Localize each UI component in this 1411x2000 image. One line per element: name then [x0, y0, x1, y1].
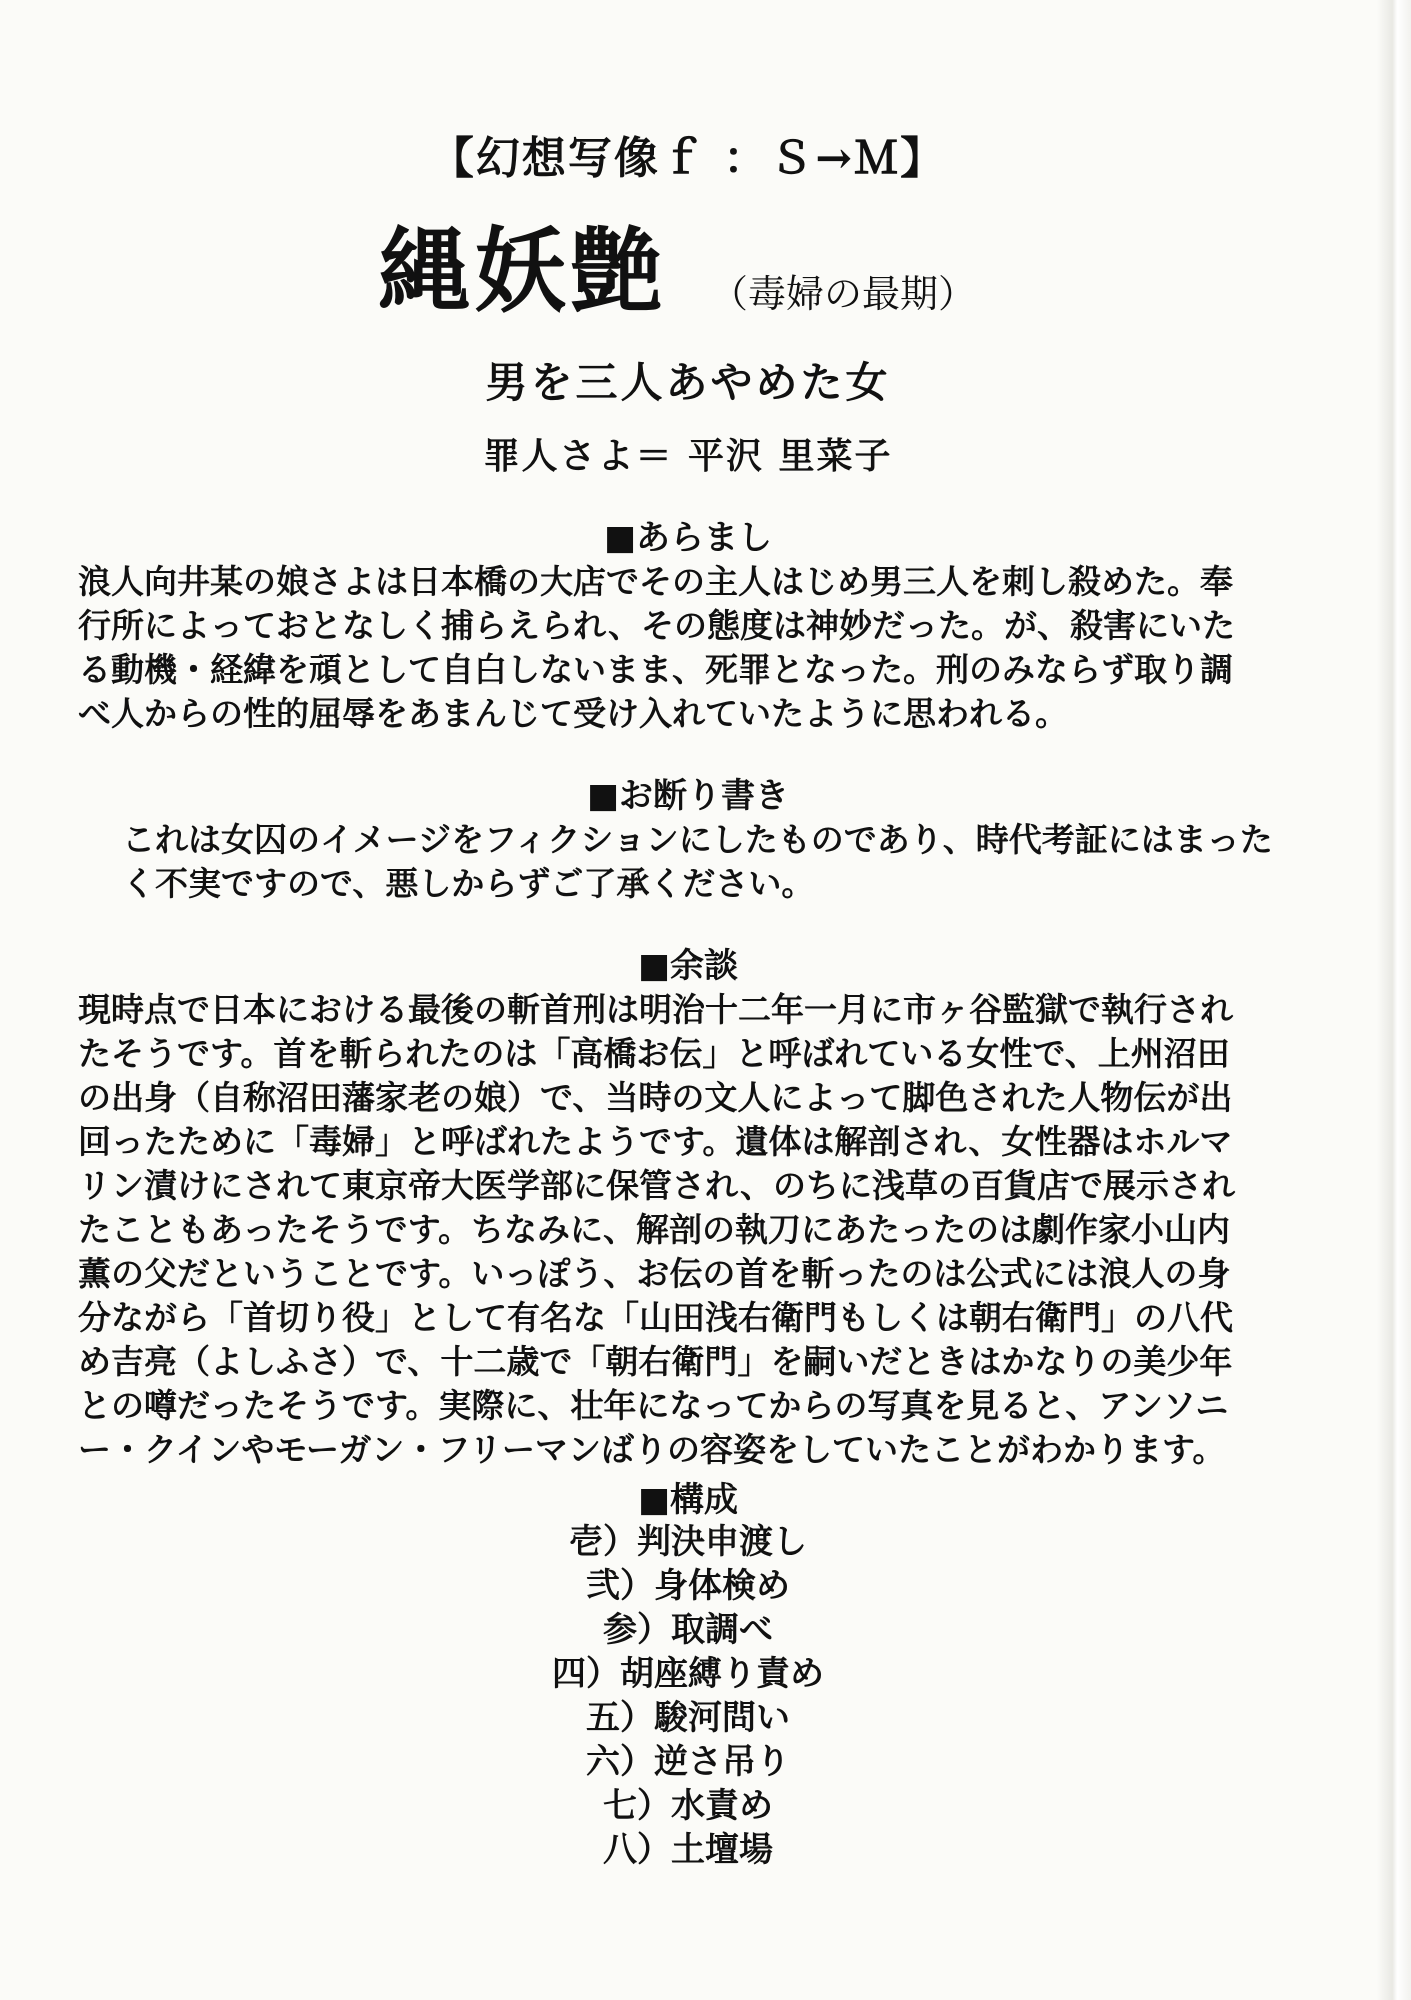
structure-item: 四）胡座縛り責め	[552, 1654, 824, 1694]
synopsis-paragraph	[78, 560, 1278, 736]
structure-item: 七）水責め	[603, 1786, 773, 1826]
disclaimer-paragraph	[122, 818, 1322, 906]
synopsis-line: 行所によっておとなしく捕らえられ、その態度は神妙だった。が、殺害にいた	[78, 606, 1235, 645]
structure-item: 六）逆さ吊り	[586, 1742, 790, 1782]
aside-paragraph	[78, 988, 1278, 1472]
aside-line: との噂だったそうです。実際に、壮年になってからの写真を見ると、アンソニ	[78, 1386, 1229, 1425]
tagline: 男を三人あやめた女	[485, 358, 891, 407]
main-subtitle: （毒婦の最期）	[710, 272, 977, 316]
aside-line: の出身（自称沼田藩家老の娘）で、当時の文人によって脚色された人物伝が出	[78, 1078, 1233, 1117]
main-title: 縄妖艶	[378, 217, 667, 325]
structure-item: 弐）身体検め	[586, 1566, 790, 1606]
synopsis-heading: ■あらまし	[603, 518, 773, 558]
structure-item: 壱）判決申渡し	[569, 1522, 807, 1562]
structure-item: 八）土壇場	[603, 1830, 773, 1870]
series-title: 【幻想写像ｆ ：Ｓ→Ｍ】	[429, 133, 947, 184]
aside-line: め吉亮（よしふさ）で、十二歳で「朝右衛門」を嗣いだときはかなりの美少年	[78, 1342, 1233, 1381]
structure-heading: ■構成	[637, 1480, 739, 1520]
cast-credit: 罪人さよ＝ 平沢 里菜子	[483, 436, 893, 477]
aside-line: たそうです。首を斬られたのは「高橋お伝」と呼ばれている女性で、上州沼田	[78, 1034, 1230, 1073]
structure-list	[78, 1520, 1298, 1872]
aside-line: ー・クインやモーガン・フリーマンばりの容姿をしていたことがわかります。	[78, 1430, 1226, 1469]
disclaimer-heading: ■お断り書き	[586, 776, 790, 816]
aside-line: 薫の父だということです。いっぽう、お伝の首を斬ったのは公式には浪人の身	[78, 1254, 1231, 1293]
paper-edge	[1377, 0, 1411, 2000]
aside-heading: ■余談	[637, 946, 739, 986]
synopsis-line: 浪人向井某の娘さよは日本橋の大店でその主人はじめ男三人を刺し殺めた。奉	[78, 562, 1233, 601]
aside-line: たこともあったそうです。ちなみに、解剖の執刀にあたったのは劇作家小山内	[78, 1210, 1231, 1249]
synopsis-line: る動機・経緯を頑として自白しないまま、死罪となった。刑のみならず取り調	[78, 650, 1233, 689]
disclaimer-line: く不実ですので、悪しからずご了承ください。	[122, 864, 815, 903]
aside-line: リン漬けにされて東京帝大医学部に保管され、のちに浅草の百貨店で展示され	[78, 1166, 1235, 1205]
aside-line: 分ながら「首切り役」として有名な「山田浅右衛門もしくは朝右衛門」の八代	[78, 1298, 1233, 1337]
aside-line: 回ったために「毒婦」と呼ばれたようです。遺体は解剖され、女性器はホルマ	[78, 1122, 1233, 1161]
title-row	[378, 198, 976, 330]
synopsis-line: べ人からの性的屈辱をあまんじて受け入れていたように思われる。	[78, 694, 1068, 733]
aside-line: 現時点で日本における最後の斬首刑は明治十二年一月に市ヶ谷監獄で執行され	[78, 990, 1233, 1029]
structure-item: 参）取調べ	[603, 1610, 773, 1650]
disclaimer-line: これは女囚のイメージをフィクションにしたものであり、時代考証にはまった	[122, 820, 1273, 859]
structure-item: 五）駿河問い	[586, 1698, 790, 1738]
